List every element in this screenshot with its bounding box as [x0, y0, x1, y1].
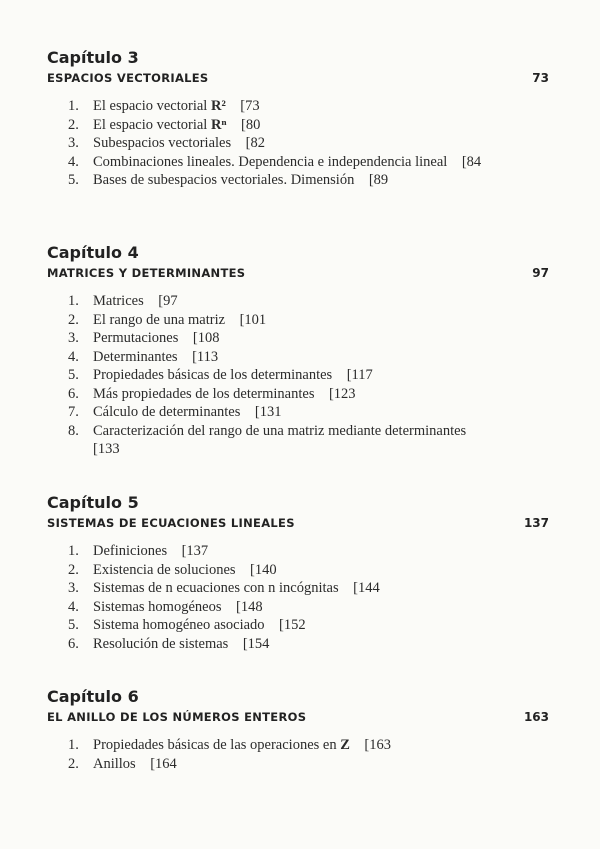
chapter-page-number: 73: [532, 71, 549, 85]
item-page: [84: [461, 153, 482, 170]
list-item: [0, 292, 493, 311]
list-item: [0, 635, 493, 654]
item-number: 2.: [68, 755, 79, 772]
list-item: [0, 561, 493, 580]
item-number: 3.: [68, 330, 79, 346]
item-page: [137: [181, 543, 209, 559]
item-number: 3.: [68, 135, 79, 151]
item-page: [82: [245, 135, 265, 151]
list-item: [0, 311, 493, 330]
item-number: 1.: [68, 293, 79, 309]
math-symbol: Rⁿ: [210, 116, 227, 133]
list-item: [0, 116, 493, 135]
item-text: Sistemas homogéneos: [93, 598, 222, 615]
section-list: [0, 97, 600, 190]
chapter-title: MATRICES Y DETERMINANTES: [47, 266, 246, 280]
list-item: [0, 366, 493, 385]
item-text: Matrices: [93, 293, 144, 309]
item-page: [148: [235, 598, 263, 615]
item-number: 2.: [68, 561, 79, 578]
item-text: El espacio vectorial: [93, 98, 211, 114]
section-list: [0, 542, 600, 653]
list-item: [0, 616, 493, 635]
list-item: [0, 542, 493, 561]
item-text: Propiedades básicas de las operaciones en: [93, 737, 341, 753]
item-text: Determinantes: [93, 348, 178, 365]
item-text: Caracterización del rango de una matriz mediante determinantes: [93, 422, 467, 439]
item-text: Combinaciones lineales. Dependencia e independencia lineal: [93, 153, 448, 170]
item-text: Cálculo de determinantes: [93, 404, 241, 420]
item-text: Permutaciones: [93, 330, 179, 346]
item-number: 1.: [68, 737, 79, 753]
list-item: [0, 598, 493, 617]
item-page: [144: [353, 580, 380, 596]
item-page: [73: [240, 98, 260, 114]
item-number: 5.: [68, 617, 79, 633]
item-number: 3.: [68, 580, 79, 596]
list-item: [0, 422, 493, 459]
item-number: 2.: [68, 311, 79, 328]
list-item: [0, 403, 493, 422]
item-page: [108: [192, 330, 220, 346]
list-item: [0, 153, 493, 172]
chapter-title: SISTEMAS DE ECUACIONES LINEALES: [47, 516, 295, 530]
item-number: 7.: [68, 404, 79, 420]
item-text: Sistema homogéneo asociado: [93, 617, 265, 633]
chapter-label: Capítulo 6: [47, 687, 139, 706]
item-text: Propiedades básicas de los determinantes: [93, 367, 333, 383]
item-page: [154: [242, 635, 270, 652]
chapter-page-number: 97: [532, 266, 549, 280]
item-page: [140: [250, 561, 277, 578]
chapter-label: Capítulo 5: [47, 493, 139, 512]
chapter-title: ESPACIOS VECTORIALES: [47, 71, 209, 85]
chapter-title: EL ANILLO DE LOS NÚMEROS ENTEROS: [47, 710, 307, 724]
item-number: 1.: [68, 543, 79, 559]
section-list: [0, 736, 600, 773]
list-item: [0, 97, 493, 116]
math-symbol: R²: [210, 98, 226, 114]
item-text: Más propiedades de los determinantes: [93, 385, 315, 402]
list-item: [0, 755, 493, 774]
item-text: Definiciones: [93, 543, 168, 559]
item-number: 4.: [68, 598, 79, 615]
list-item: [0, 134, 493, 153]
list-item: [0, 171, 493, 190]
item-number: 5.: [68, 172, 79, 188]
list-item: [0, 329, 493, 348]
item-text: Subespacios vectoriales: [93, 135, 232, 151]
item-text: Resolución de sistemas: [93, 635, 229, 652]
item-page: [164: [150, 755, 177, 772]
item-text: Existencia de soluciones: [93, 561, 236, 578]
item-page: [131: [254, 404, 282, 420]
item-page: [117: [346, 367, 373, 383]
item-number: 6.: [68, 635, 79, 652]
item-number: 4.: [68, 348, 79, 365]
item-text: Sistemas de n ecuaciones con n incógnitas: [93, 580, 339, 596]
item-text: Anillos: [93, 755, 136, 772]
item-number: 5.: [68, 367, 79, 383]
math-symbol: Z: [340, 737, 350, 753]
item-page: [113: [192, 348, 219, 365]
list-item: [0, 348, 493, 367]
chapter-page-number: 137: [523, 516, 549, 530]
item-number: 6.: [68, 385, 79, 402]
item-page: [152: [279, 617, 306, 633]
item-page: [97: [158, 293, 178, 309]
item-text: El espacio vectorial: [93, 116, 211, 133]
item-text: El rango de una matriz: [93, 311, 226, 328]
chapter-page-number: 163: [523, 710, 549, 724]
item-number: 4.: [68, 153, 79, 170]
item-text: Bases de subespacios vectoriales. Dimensión: [93, 172, 355, 188]
item-number: 1.: [68, 98, 79, 114]
item-page: [163: [364, 737, 391, 753]
item-page: [123: [328, 385, 356, 402]
chapter-label: Capítulo 3: [47, 48, 139, 67]
item-number: 8.: [68, 422, 79, 439]
list-item: [0, 385, 493, 404]
item-page: [89: [368, 172, 389, 188]
list-item: [0, 736, 493, 755]
item-page: [80: [240, 116, 261, 133]
item-page: [133: [93, 441, 120, 457]
item-number: 2.: [68, 116, 79, 133]
chapter-label: Capítulo 4: [47, 243, 139, 262]
item-page: [101: [239, 311, 267, 328]
list-item: [0, 579, 493, 598]
section-list: [0, 292, 600, 459]
